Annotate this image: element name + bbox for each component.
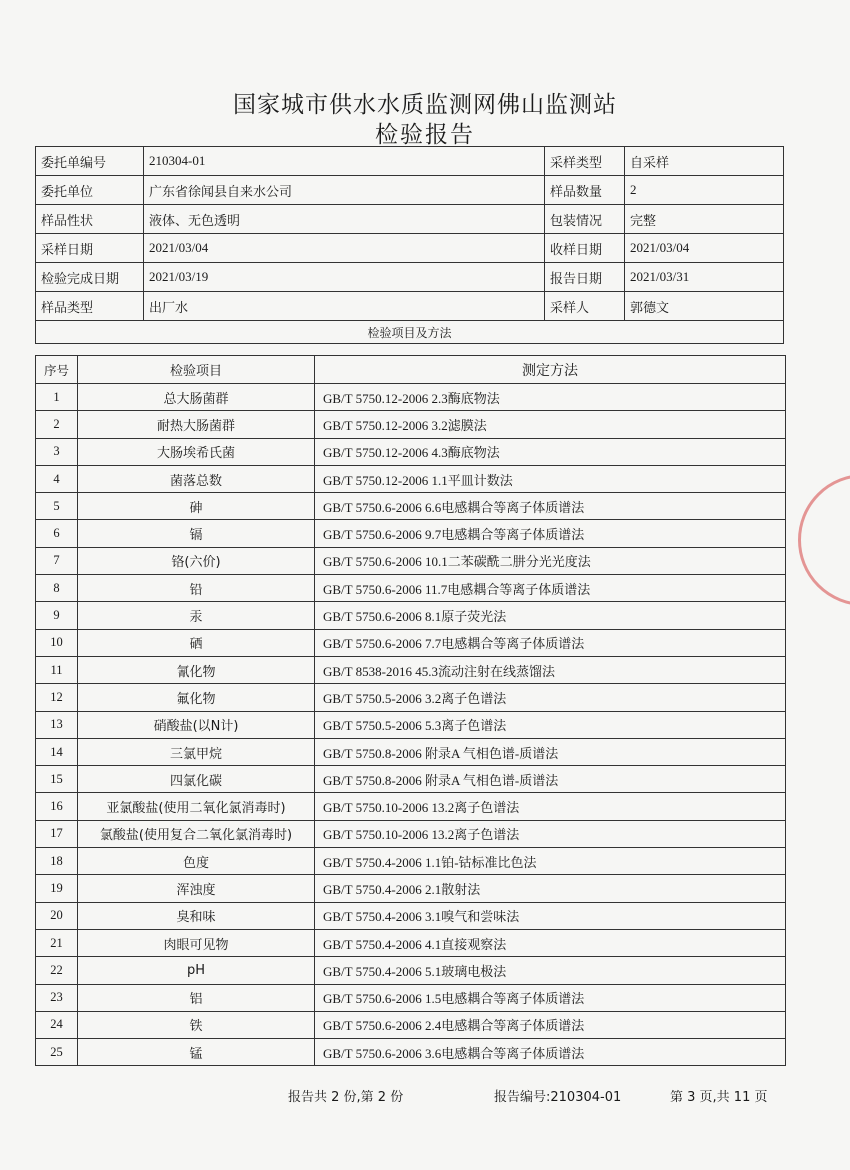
row-method: GB/T 5750.10-2006 13.2离子色谱法 — [315, 820, 786, 847]
info-row — [36, 176, 784, 205]
info-value: 郭德文 — [625, 292, 784, 321]
table-row — [36, 957, 786, 984]
section-title: 检验项目及方法 — [36, 321, 784, 344]
row-item: 四氯化碳 — [78, 766, 315, 793]
table-row — [36, 602, 786, 629]
row-item: 氟化物 — [78, 684, 315, 711]
table-row — [36, 848, 786, 875]
row-seq: 10 — [36, 629, 78, 656]
row-seq: 22 — [36, 957, 78, 984]
footer-copies: 报告共 2 份,第 2 份 — [288, 1090, 404, 1105]
official-seal-stamp — [798, 474, 850, 606]
row-item: 铝 — [78, 984, 315, 1011]
row-item: 氯酸盐(使用复合二氧化氯消毒时) — [78, 820, 315, 847]
table-row — [36, 575, 786, 602]
row-method: GB/T 5750.6-2006 1.5电感耦合等离子体质谱法 — [315, 984, 786, 1011]
row-method: GB/T 5750.4-2006 2.1散射法 — [315, 875, 786, 902]
row-seq: 14 — [36, 738, 78, 765]
row-seq: 16 — [36, 793, 78, 820]
row-seq: 13 — [36, 711, 78, 738]
info-row — [36, 263, 784, 292]
row-seq: 23 — [36, 984, 78, 1011]
row-seq: 20 — [36, 902, 78, 929]
row-seq: 1 — [36, 384, 78, 411]
info-value: 广东省徐闻县自来水公司 — [144, 176, 545, 205]
row-seq: 25 — [36, 1039, 78, 1066]
info-label: 收样日期 — [545, 234, 625, 263]
row-method: GB/T 5750.12-2006 3.2滤膜法 — [315, 411, 786, 438]
info-row — [36, 234, 784, 263]
row-item: 浑浊度 — [78, 875, 315, 902]
row-item: pH — [78, 957, 315, 984]
row-item: 亚氯酸盐(使用二氧化氯消毒时) — [78, 793, 315, 820]
table-row — [36, 547, 786, 574]
test-items-table — [35, 355, 786, 1066]
row-item: 臭和味 — [78, 902, 315, 929]
table-row — [36, 902, 786, 929]
info-value: 出厂水 — [144, 292, 545, 321]
info-label: 采样人 — [545, 292, 625, 321]
row-method: GB/T 5750.6-2006 3.6电感耦合等离子体质谱法 — [315, 1039, 786, 1066]
row-item: 耐热大肠菌群 — [78, 411, 315, 438]
row-seq: 11 — [36, 656, 78, 683]
table-header-row — [36, 356, 786, 384]
row-seq: 18 — [36, 848, 78, 875]
row-method: GB/T 8538-2016 45.3流动注射在线蒸馏法 — [315, 656, 786, 683]
row-method: GB/T 5750.6-2006 2.4电感耦合等离子体质谱法 — [315, 1011, 786, 1038]
row-method: GB/T 5750.4-2006 4.1直接观察法 — [315, 929, 786, 956]
row-seq: 8 — [36, 575, 78, 602]
row-method: GB/T 5750.6-2006 11.7电感耦合等离子体质谱法 — [315, 575, 786, 602]
info-row — [36, 147, 784, 176]
row-item: 硝酸盐(以N计) — [78, 711, 315, 738]
info-value: 2021/03/04 — [625, 234, 784, 263]
table-row — [36, 820, 786, 847]
row-seq: 2 — [36, 411, 78, 438]
info-label: 样品性状 — [36, 205, 144, 234]
row-item: 大肠埃希氏菌 — [78, 438, 315, 465]
table-row — [36, 738, 786, 765]
info-label: 样品类型 — [36, 292, 144, 321]
row-method: GB/T 5750.4-2006 3.1嗅气和尝味法 — [315, 902, 786, 929]
row-seq: 9 — [36, 602, 78, 629]
table-row — [36, 656, 786, 683]
table-row — [36, 875, 786, 902]
table-row — [36, 1011, 786, 1038]
row-method: GB/T 5750.8-2006 附录A 气相色谱-质谱法 — [315, 766, 786, 793]
row-method: GB/T 5750.6-2006 9.7电感耦合等离子体质谱法 — [315, 520, 786, 547]
row-method: GB/T 5750.6-2006 10.1二苯碳酰二肼分光光度法 — [315, 547, 786, 574]
info-row — [36, 205, 784, 234]
row-method: GB/T 5750.12-2006 2.3酶底物法 — [315, 384, 786, 411]
row-item: 三氯甲烷 — [78, 738, 315, 765]
sample-info-table — [35, 146, 784, 344]
table-row — [36, 493, 786, 520]
row-seq: 12 — [36, 684, 78, 711]
info-label: 委托单编号 — [36, 147, 144, 176]
row-seq: 4 — [36, 465, 78, 492]
info-value: 完整 — [625, 205, 784, 234]
footer-page-number: 第 3 页,共 11 页 — [670, 1090, 768, 1105]
row-method: GB/T 5750.6-2006 7.7电感耦合等离子体质谱法 — [315, 629, 786, 656]
table-row — [36, 766, 786, 793]
info-label: 包装情况 — [545, 205, 625, 234]
row-method: GB/T 5750.5-2006 3.2离子色谱法 — [315, 684, 786, 711]
row-item: 菌落总数 — [78, 465, 315, 492]
info-value: 自采样 — [625, 147, 784, 176]
row-method: GB/T 5750.6-2006 6.6电感耦合等离子体质谱法 — [315, 493, 786, 520]
footer-report-number: 报告编号:210304-01 — [494, 1090, 622, 1105]
table-row — [36, 793, 786, 820]
row-item: 氰化物 — [78, 656, 315, 683]
info-label: 检验完成日期 — [36, 263, 144, 292]
info-value: 2021/03/31 — [625, 263, 784, 292]
table-row — [36, 438, 786, 465]
info-label: 样品数量 — [545, 176, 625, 205]
table-row — [36, 684, 786, 711]
table-row — [36, 629, 786, 656]
table-row — [36, 384, 786, 411]
row-seq: 15 — [36, 766, 78, 793]
report-title: 检验报告 — [375, 122, 475, 148]
row-method: GB/T 5750.6-2006 8.1原子荧光法 — [315, 602, 786, 629]
report-org-title: 国家城市供水水质监测网佛山监测站 — [233, 92, 617, 118]
row-method: GB/T 5750.10-2006 13.2离子色谱法 — [315, 793, 786, 820]
row-item: 砷 — [78, 493, 315, 520]
table-row — [36, 929, 786, 956]
row-seq: 21 — [36, 929, 78, 956]
table-row — [36, 411, 786, 438]
info-label: 采样类型 — [545, 147, 625, 176]
table-row — [36, 520, 786, 547]
row-seq: 19 — [36, 875, 78, 902]
info-value: 液体、无色透明 — [144, 205, 545, 234]
row-item: 铁 — [78, 1011, 315, 1038]
row-method: GB/T 5750.12-2006 4.3酶底物法 — [315, 438, 786, 465]
row-item: 总大肠菌群 — [78, 384, 315, 411]
row-seq: 3 — [36, 438, 78, 465]
table-row — [36, 984, 786, 1011]
row-method: GB/T 5750.4-2006 5.1玻璃电极法 — [315, 957, 786, 984]
info-row — [36, 292, 784, 321]
row-method: GB/T 5750.5-2006 5.3离子色谱法 — [315, 711, 786, 738]
table-row — [36, 1039, 786, 1066]
row-item: 锰 — [78, 1039, 315, 1066]
row-item: 色度 — [78, 848, 315, 875]
row-method: GB/T 5750.4-2006 1.1铂-钴标准比色法 — [315, 848, 786, 875]
row-item: 肉眼可见物 — [78, 929, 315, 956]
row-item: 镉 — [78, 520, 315, 547]
row-method: GB/T 5750.12-2006 1.1平皿计数法 — [315, 465, 786, 492]
table-row — [36, 465, 786, 492]
header-seq: 序号 — [36, 356, 78, 384]
section-row — [36, 321, 784, 344]
row-seq: 24 — [36, 1011, 78, 1038]
row-item: 铅 — [78, 575, 315, 602]
row-seq: 5 — [36, 493, 78, 520]
info-value: 2 — [625, 176, 784, 205]
row-item: 汞 — [78, 602, 315, 629]
row-method: GB/T 5750.8-2006 附录A 气相色谱-质谱法 — [315, 738, 786, 765]
info-label: 报告日期 — [545, 263, 625, 292]
info-label: 采样日期 — [36, 234, 144, 263]
info-value: 210304-01 — [144, 147, 545, 176]
row-seq: 7 — [36, 547, 78, 574]
row-seq: 17 — [36, 820, 78, 847]
info-label: 委托单位 — [36, 176, 144, 205]
table-row — [36, 711, 786, 738]
info-value: 2021/03/19 — [144, 263, 545, 292]
info-value: 2021/03/04 — [144, 234, 545, 263]
row-seq: 6 — [36, 520, 78, 547]
header-item: 检验项目 — [78, 356, 315, 384]
row-item: 铬(六价) — [78, 547, 315, 574]
header-method: 测定方法 — [315, 356, 786, 384]
row-item: 硒 — [78, 629, 315, 656]
